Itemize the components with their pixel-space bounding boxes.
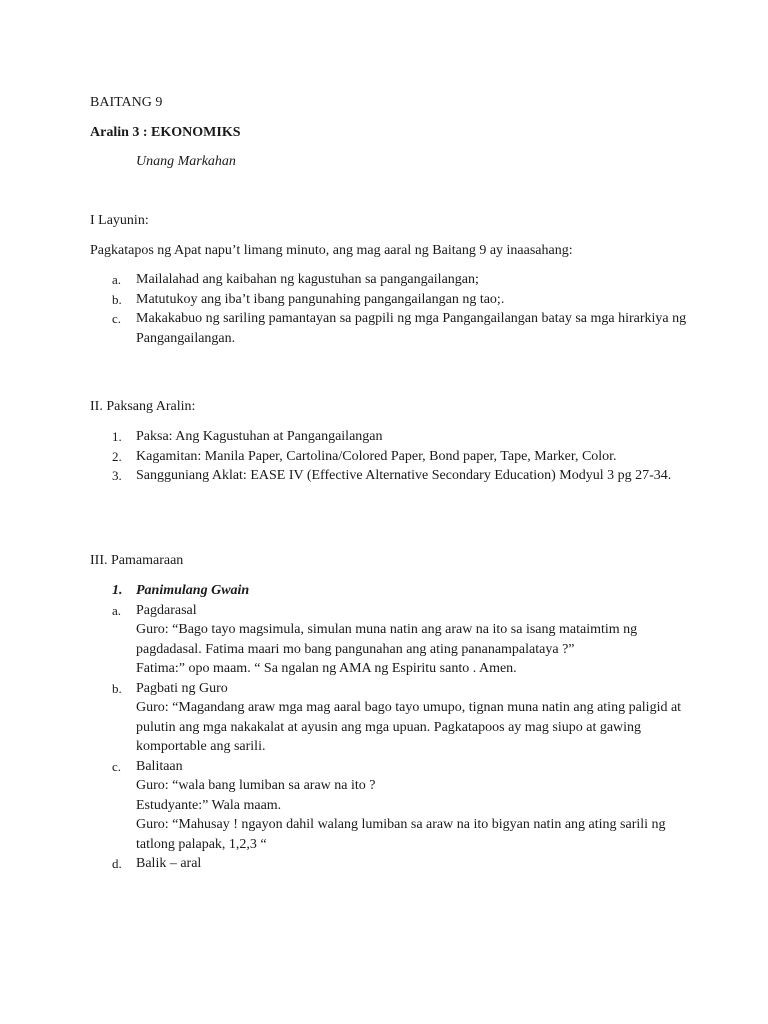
dialogue-line: Guro: “Magandang araw mga mag aaral bago tayo umupo, tignan muna natin ang ating paligid at pulutin ang mga nakakalat at ayusin ang mga upuan. Pagkatapoos ay mag siupo at gawing komportable ang sarili. — [136, 700, 682, 754]
list-marker: d. — [112, 856, 122, 871]
section-title — [90, 581, 690, 601]
procedure-list — [90, 581, 690, 874]
list-marker: b. — [112, 680, 122, 696]
list-item-text: Sangguniang Aklat: EASE IV (Effective Alternative Secondary Education) Modyul 3 pg 27-34. — [136, 468, 672, 483]
list-marker: c. — [112, 758, 122, 774]
list-item — [90, 427, 690, 447]
list-item-text: Kagamitan: Manila Paper, Cartolina/Colored Paper, Bond paper, Tape, Marker, Color. — [136, 448, 617, 464]
dialogue-line: Estudyante:” Wala maam. — [136, 797, 282, 813]
list-item-title: Balitaan — [136, 758, 183, 774]
list-item — [90, 854, 690, 874]
list-item — [90, 290, 690, 310]
list-marker: a. — [112, 272, 122, 287]
section-title-text: Panimulang Gwain — [136, 583, 250, 598]
dialogue-line: Guro: “Bago tayo magsimula, simulan muna natin ang araw na ito sa isang mataimtim ng pagdadasal. Fatima maari mo bang pangunahan ang ating pananampalataya ?” — [136, 622, 638, 657]
list-item — [90, 757, 690, 855]
list-marker: 2. — [112, 448, 122, 464]
list-marker: b. — [112, 291, 122, 307]
objectives-list — [90, 270, 690, 348]
lesson-title: Aralin 3 : EKONOMIKS — [90, 125, 241, 140]
subject-list — [90, 427, 690, 486]
list-marker: c. — [112, 311, 122, 326]
list-marker: 1. — [112, 429, 122, 444]
dialogue-line: Guro: “Mahusay ! ngayon dahil walang lumiban sa araw na ito bigyan natin ang ating sarili ng tatlong palapak, 1,2,3 “ — [136, 817, 666, 852]
list-item-text: Makakabuo ng sariling pamantayan sa pagpili ng mga Pangangailangan batay sa mga hirarkiya ng Pangangailangan. — [136, 311, 687, 346]
list-item-text: Mailalahad ang kaibahan ng kagustuhan sa pangangailangan; — [136, 272, 479, 287]
section-marker: 1. — [112, 583, 123, 598]
dialogue-line: Guro: “wala bang lumiban sa araw na ito ? — [136, 778, 376, 793]
list-item — [90, 309, 690, 348]
list-item — [90, 447, 690, 467]
quarter-label: Unang Markahan — [136, 154, 236, 169]
list-item — [90, 679, 690, 757]
list-marker: a. — [112, 602, 122, 618]
list-item — [90, 601, 690, 679]
list-item-title: Pagbati ng Guro — [136, 680, 228, 696]
list-item-title: Pagdarasal — [136, 602, 197, 618]
list-marker: 3. — [112, 468, 122, 483]
list-item-title: Balik – aral — [136, 856, 202, 871]
grade-heading: BAITANG 9 — [90, 95, 163, 110]
list-item-text: Paksa: Ang Kagustuhan at Pangangailangan — [136, 429, 383, 444]
subject-heading: II. Paksang Aralin: — [90, 399, 196, 414]
list-item — [90, 270, 690, 290]
list-item-text: Matutukoy ang iba’t ibang pangunahing pangangailangan ng tao;. — [136, 291, 505, 307]
objectives-intro: Pagkatapos ng Apat napu’t limang minuto, ang mag aaral ng Baitang 9 ay inaasahang: — [90, 243, 573, 258]
objectives-heading: I Layunin: — [90, 213, 149, 228]
dialogue-line: Fatima:” opo maam. “ Sa ngalan ng AMA ng Espiritu santo . Amen. — [136, 661, 517, 676]
list-item — [90, 466, 690, 486]
procedure-heading: III. Pamamaraan — [90, 553, 184, 568]
